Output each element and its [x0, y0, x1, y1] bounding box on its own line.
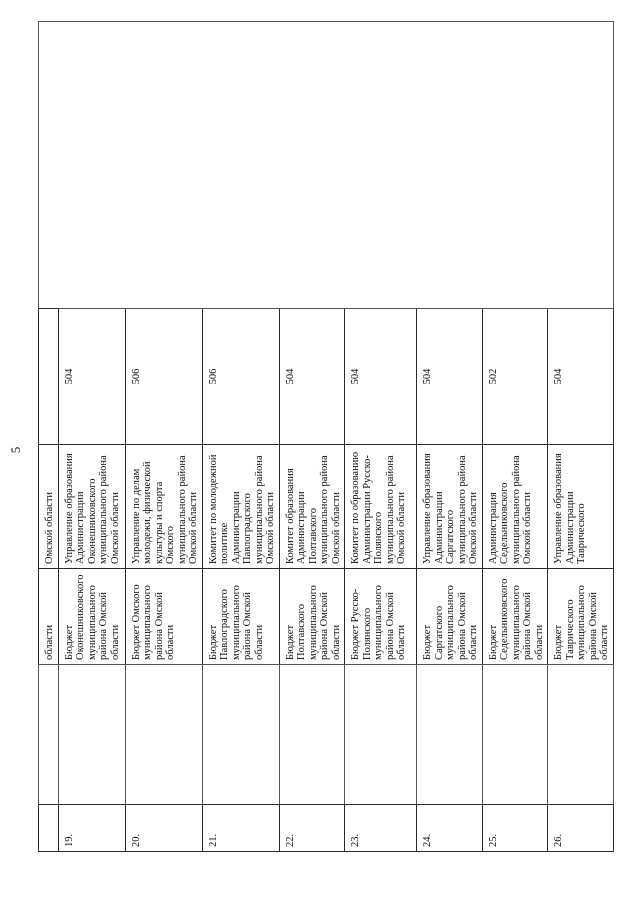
blank-cell	[548, 665, 614, 805]
row-number-cell: 25.	[482, 805, 548, 852]
code-cell: 504	[548, 309, 614, 445]
administrator-cell: Управление образования Администрации Таврического	[548, 445, 614, 569]
administrator-cell: Комитет образования Администрации Полтавского муниципального района Омской области	[279, 445, 345, 569]
budget-allocation-table	[38, 21, 614, 852]
blank-cell	[125, 665, 202, 805]
budget-cell: области	[39, 569, 59, 665]
code-cell: 506	[125, 309, 202, 445]
budget-cell: Бюджет Оконешниковского муниципального района Омской области	[58, 569, 125, 665]
budget-cell: Бюджет Павлоградского муниципального района Омской области	[202, 569, 279, 665]
administrator-cell: Управление образования Администрации Саргатского муниципального района Омской области	[417, 445, 483, 569]
budget-cell: Бюджет Таврического муниципального района Омской области	[548, 569, 614, 665]
budget-cell: Бюджет Полтавского муниципального района Омской области	[279, 569, 345, 665]
code-cell: 504	[417, 309, 483, 445]
code-cell: 506	[202, 309, 279, 445]
row-number-cell	[39, 805, 59, 852]
code-cell: 504	[345, 309, 417, 445]
administrator-cell: Комитет по молодежной политике Администрации Павлоградского муниципального района Омской области	[202, 445, 279, 569]
budget-cell: Бюджет Омского муниципального района Омской области	[125, 569, 202, 665]
code-cell	[39, 309, 59, 445]
table-row-continued	[39, 22, 59, 852]
administrator-cell: Управление образования Администрации Оконешниковского муниципального района Омской области	[58, 445, 125, 569]
code-cell: 504	[279, 309, 345, 445]
administrator-cell: Администрация Седельниковского муниципального района Омской области	[482, 445, 548, 569]
budget-cell: Бюджет Русско-Полянского муниципального района Омской области	[345, 569, 417, 665]
empty-merged-column	[39, 22, 614, 309]
code-cell: 502	[482, 309, 548, 445]
code-cell: 504	[58, 309, 125, 445]
blank-cell	[345, 665, 417, 805]
blank-cell	[202, 665, 279, 805]
administrator-cell: Комитет по образованию Администрации Русско-Полянского муниципального района Омской области	[345, 445, 417, 569]
row-number-cell: 21.	[202, 805, 279, 852]
budget-cell: Бюджет Саргатского муниципального района Омской области	[417, 569, 483, 665]
administrator-cell: Омской области	[39, 445, 59, 569]
row-number-cell: 19.	[58, 805, 125, 852]
row-number-cell: 22.	[279, 805, 345, 852]
document-table-frame	[38, 22, 610, 852]
blank-cell	[482, 665, 548, 805]
administrator-cell: Управление по делам молодежи, физической культуры и спорта Омского муниципального района Омской области	[125, 445, 202, 569]
blank-cell	[279, 665, 345, 805]
row-number-cell: 23.	[345, 805, 417, 852]
blank-cell	[58, 665, 125, 805]
blank-cell	[39, 665, 59, 805]
blank-cell	[417, 665, 483, 805]
row-number-cell: 24.	[417, 805, 483, 852]
row-number-cell: 20.	[125, 805, 202, 852]
row-number-cell: 26.	[548, 805, 614, 852]
page-number: 5	[8, 446, 23, 454]
budget-cell: Бюджет Седельниковского муниципального района Омской области	[482, 569, 548, 665]
